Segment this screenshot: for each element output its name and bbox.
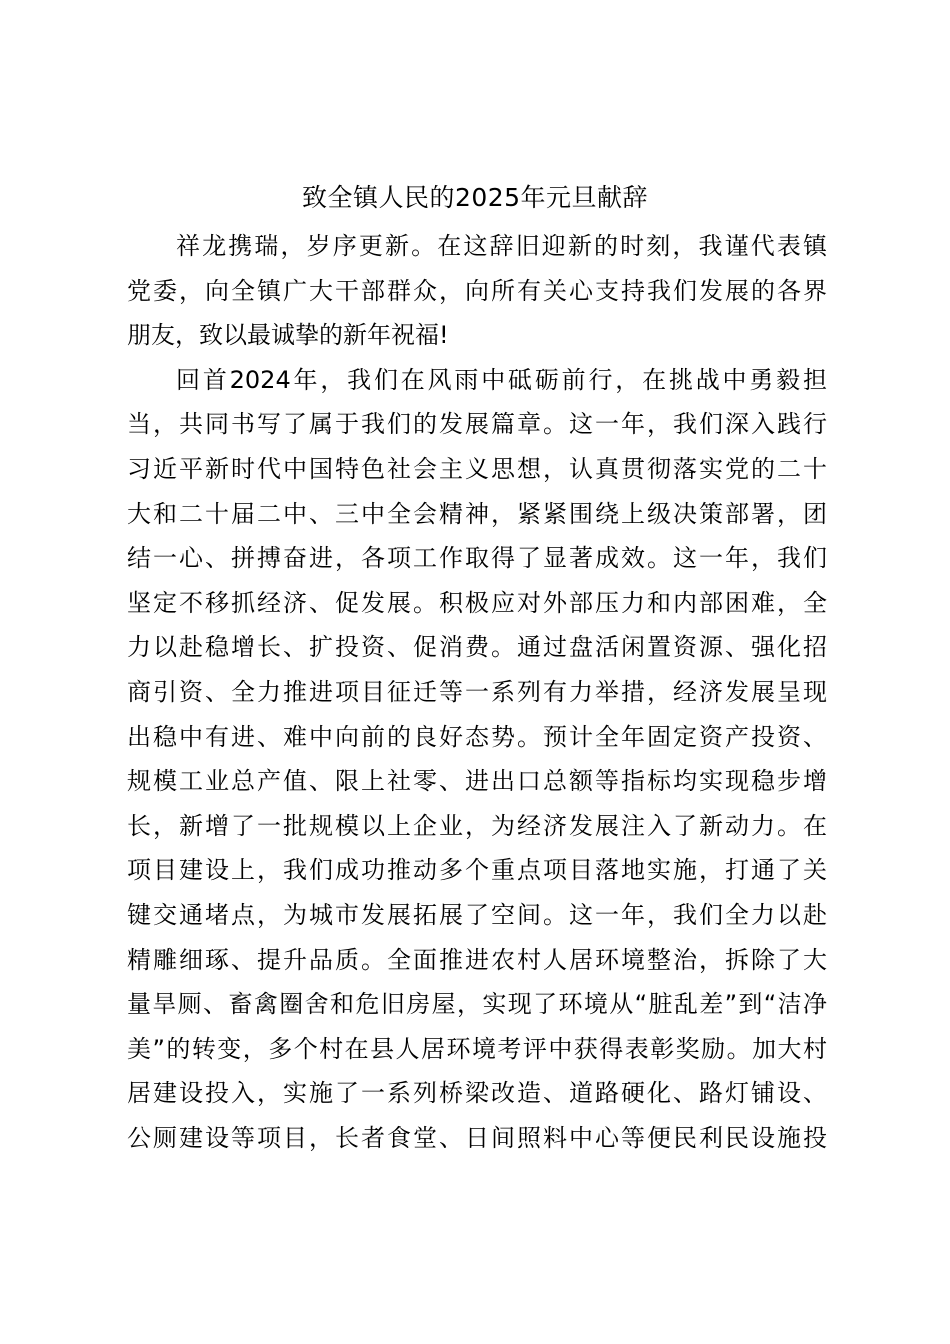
paragraph-2-line: 规模工业总产值、限上社零、进出口总额等指标均实现稳步增 [127, 767, 827, 796]
paragraph-2-line: 大和二十届二中、三中全会精神，紧紧围绕上级决策部署，团 [127, 499, 827, 528]
paragraph-2-line: 回首2024年，我们在风雨中砥砺前行，在挑战中勇毅担 [176, 365, 827, 394]
paragraph-1-line: 党委，向全镇广大干部群众，向所有关心支持我们发展的各界 [127, 276, 827, 305]
paragraph-2-line: 结一心、拼搏奋进，各项工作取得了显著成效。这一年，我们 [127, 544, 827, 573]
paragraph-2-line: 项目建设上，我们成功推动多个重点项目落地实施，打通了关 [127, 856, 827, 885]
paragraph-1-line: 朋友，致以最诚挚的新年祝福! [127, 321, 449, 350]
paragraph-2-line: 公厕建设等项目，长者食堂、日间照料中心等便民利民设施投 [127, 1123, 827, 1152]
paragraph-2-line: 长，新增了一批规模以上企业，为经济发展注入了新动力。在 [127, 811, 827, 840]
paragraph-1-line: 祥龙携瑞，岁序更新。在这辞旧迎新的时刻，我谨代表镇 [176, 232, 827, 260]
paragraph-2-line: 美”的转变，多个村在县人居环境考评中获得表彰奖励。加大村 [127, 1034, 827, 1063]
paragraph-2-line: 坚定不移抓经济、促发展。积极应对外部压力和内部困难，全 [127, 588, 827, 617]
document-title: 致全镇人民的2025年元旦献辞 [301, 183, 649, 212]
paragraph-2-line: 商引资、全力推进项目征迁等一系列有力举措，经济发展呈现 [127, 677, 827, 706]
paragraph-2-line: 键交通堵点，为城市发展拓展了空间。这一年，我们全力以赴 [127, 900, 827, 929]
paragraph-2-line: 出稳中有进、难中向前的良好态势。预计全年固定资产投资、 [127, 722, 827, 751]
paragraph-2-line: 居建设投入，实施了一系列桥梁改造、道路硬化、路灯铺设、 [127, 1079, 827, 1108]
paragraph-2-line: 力以赴稳增长、扩投资、促消费。通过盘活闲置资源、强化招 [127, 633, 827, 662]
paragraph-2-line: 习近平新时代中国特色社会主义思想，认真贯彻落实党的二十 [127, 454, 827, 483]
paragraph-2-line: 量旱厕、畜禽圈舍和危旧房屋，实现了环境从“脏乱差”到“洁净 [127, 990, 827, 1019]
paragraph-2-line: 当，共同书写了属于我们的发展篇章。这一年，我们深入践行 [127, 410, 827, 439]
paragraph-2-line: 精雕细琢、提升品质。全面推进农村人居环境整治，拆除了大 [127, 945, 827, 974]
document-body [127, 224, 827, 1160]
